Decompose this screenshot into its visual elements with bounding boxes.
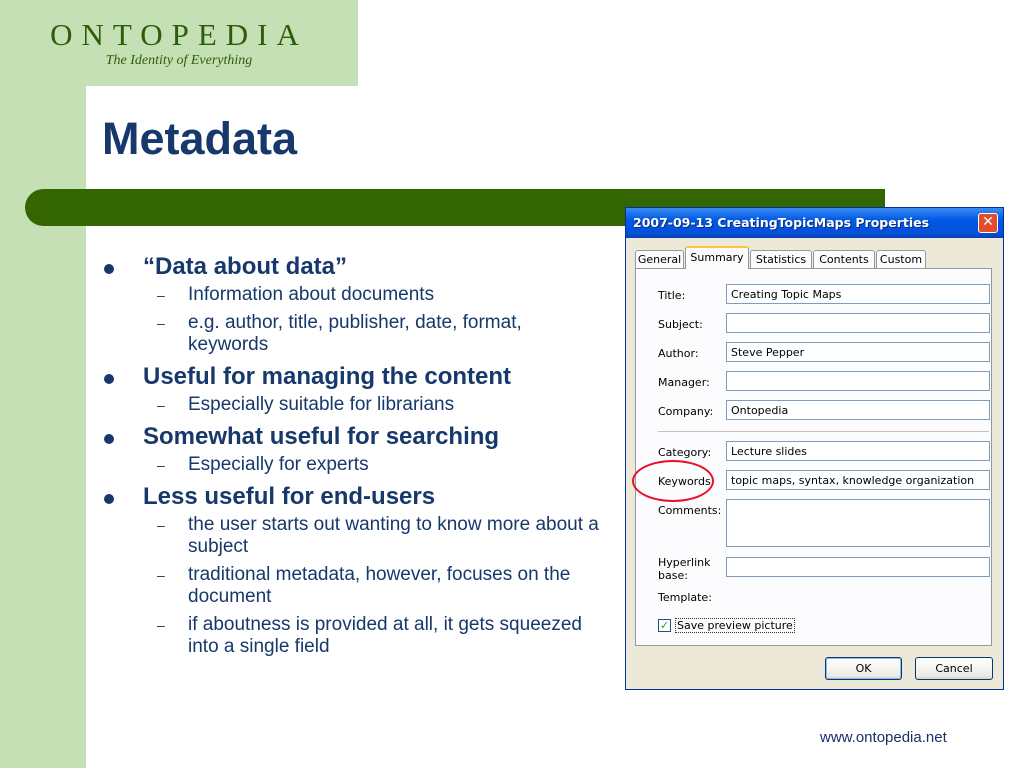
bullet-dot-icon <box>104 434 114 444</box>
keywords-highlight-circle <box>632 460 714 502</box>
cancel-button[interactable]: Cancel <box>915 657 993 680</box>
author-field[interactable]: Steve Pepper <box>726 342 990 362</box>
dash-icon: – <box>157 617 165 633</box>
dash-icon: – <box>157 287 165 303</box>
save-preview-label[interactable]: Save preview picture <box>677 619 793 632</box>
category-field[interactable]: Lecture slides <box>726 441 990 461</box>
tab-statistics[interactable]: Statistics <box>750 250 812 268</box>
keywords-label: Keywords: <box>658 475 715 488</box>
subject-field[interactable] <box>726 313 990 333</box>
bullet-text: “Data about data” <box>143 253 348 280</box>
manager-label: Manager: <box>658 376 710 389</box>
bullet-item <box>104 362 604 416</box>
section-divider <box>658 431 989 432</box>
bullet-list <box>104 246 604 664</box>
sub-bullet-text: if aboutness is provided at all, it gets squeezed into a single field <box>188 614 582 657</box>
left-green-strip <box>0 0 86 768</box>
company-field[interactable]: Ontopedia <box>726 400 990 420</box>
sub-bullet <box>143 454 604 476</box>
properties-dialog <box>625 207 1004 690</box>
bullet-dot-icon <box>104 264 114 274</box>
sub-bullet <box>143 514 604 558</box>
sub-bullet-text: Information about documents <box>188 284 435 305</box>
ok-button[interactable]: OK <box>825 657 902 680</box>
tab-summary[interactable]: Summary <box>685 246 749 269</box>
sub-bullet <box>143 312 604 356</box>
category-label: Category: <box>658 446 712 459</box>
title-label: Title: <box>658 289 686 302</box>
tab-custom[interactable]: Custom <box>876 250 926 268</box>
sub-bullet <box>143 614 604 658</box>
manager-field[interactable] <box>726 371 990 391</box>
dash-icon: – <box>157 517 165 533</box>
slide-title: Metadata <box>102 113 298 164</box>
dash-icon: – <box>157 397 165 413</box>
summary-tab-page <box>635 268 992 646</box>
bullet-text: Less useful for end-users <box>143 483 436 510</box>
dash-icon: – <box>157 315 165 331</box>
dialog-titlebar[interactable] <box>626 208 1003 238</box>
sub-bullet-text: Especially for experts <box>188 454 369 475</box>
sub-bullet <box>143 284 604 306</box>
bullet-item <box>104 482 604 658</box>
title-field[interactable]: Creating Topic Maps <box>726 284 990 304</box>
comments-field[interactable] <box>726 499 990 547</box>
dialog-title: 2007-09-13 CreatingTopicMaps Properties <box>633 215 930 230</box>
sub-bullet-text: the user starts out wanting to know more about a subject <box>188 514 599 557</box>
sub-bullet <box>143 394 604 416</box>
bullet-dot-icon <box>104 494 114 504</box>
hyperlink-label-line2: base: <box>658 569 688 582</box>
tab-contents[interactable]: Contents <box>813 250 875 268</box>
save-preview-checkbox[interactable]: ✓ <box>659 619 670 632</box>
bullet-item <box>104 252 604 356</box>
dash-icon: – <box>157 457 165 473</box>
sub-bullet-text: Especially suitable for librarians <box>188 394 455 415</box>
keywords-field[interactable]: topic maps, syntax, knowledge organization <box>726 470 990 490</box>
footer-url: www.ontopedia.net <box>820 729 947 746</box>
bullet-text: Somewhat useful for searching <box>143 423 500 450</box>
dash-icon: – <box>157 567 165 583</box>
bullet-item <box>104 422 604 476</box>
hyperlink-base-field[interactable] <box>726 557 990 577</box>
author-label: Author: <box>658 347 699 360</box>
company-label: Company: <box>658 405 714 418</box>
bullet-text: Useful for managing the content <box>143 363 512 390</box>
subject-label: Subject: <box>658 318 703 331</box>
template-label: Template: <box>658 591 712 604</box>
bullet-dot-icon <box>104 374 114 384</box>
close-icon[interactable]: ✕ <box>978 213 998 233</box>
hyperlink-label <box>658 556 711 582</box>
tab-general[interactable]: General <box>635 250 684 268</box>
sub-bullet <box>143 564 604 608</box>
brand-tagline: The Identity of Everything <box>105 53 253 68</box>
sub-bullet-text: traditional metadata, however, focuses on the document <box>188 564 571 607</box>
sub-bullet-text: e.g. author, title, publisher, date, format, keywords <box>188 312 522 355</box>
hyperlink-label-line1: Hyperlink <box>658 556 711 569</box>
brand-logo: ONTOPEDIA <box>50 17 308 52</box>
comments-label: Comments: <box>658 504 722 517</box>
